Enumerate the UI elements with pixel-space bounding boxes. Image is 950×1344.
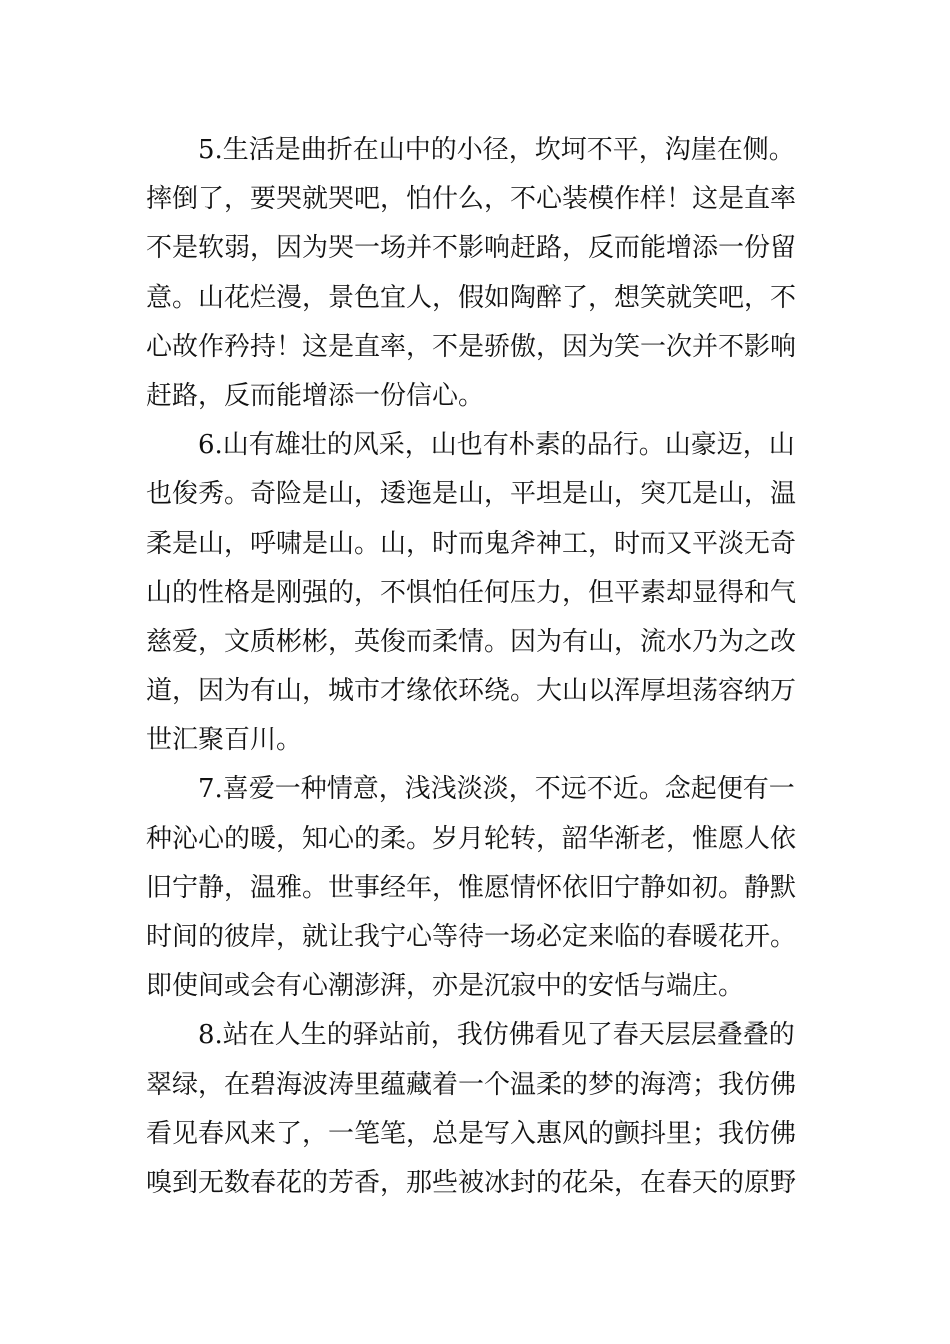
text-line: 赶路，反而能增添一份信心。 [146, 380, 485, 411]
text-line: 时间的彼岸，就让我宁心等待一场必定来临的春暖花开。 [146, 922, 797, 952]
text-line: 摔倒了，要哭就哭吧，怕什么，不心装模作样！这是直率 [146, 184, 797, 215]
text-line: 慈爱，文质彬彬，英俊而柔情。因为有山，流水乃为之改 [146, 626, 797, 657]
paragraph-5 [146, 126, 806, 421]
text-line: 道，因为有山，城市才缘依环绕。大山以浑厚坦荡容纳万 [146, 676, 797, 707]
paragraph-6 [146, 421, 806, 765]
text-line: 6.山有雄壮的风采，山也有朴素的品行。山豪迈，山 [198, 430, 795, 461]
text-line: 山的性格是刚强的，不惧怕任何压力，但平素却显得和气 [146, 577, 797, 608]
text-line: 柔是山，呼啸是山。山，时而鬼斧神工，时而又平淡无奇 [146, 528, 797, 559]
text-line: 不是软弱，因为哭一场并不影响赶路，反而能增添一份留 [146, 233, 797, 264]
text-line: 即使间或会有心潮澎湃，亦是沉寂中的安恬与端庄。 [146, 971, 745, 1002]
text-line: 种沁心的暖，知心的柔。岁月轮转，韶华渐老，惟愿人依 [146, 823, 797, 854]
text-line: 心故作矜持！这是直率，不是骄傲，因为笑一次并不影响 [146, 331, 797, 362]
text-line: 意。山花烂漫，景色宜人，假如陶醉了，想笑就笑吧，不 [146, 282, 797, 313]
text-line: 8.站在人生的驿站前，我仿佛看见了春天层层叠叠的 [198, 1020, 795, 1051]
text-line: 5.生活是曲折在山中的小径，坎坷不平，沟崖在侧。 [198, 135, 795, 165]
paragraph-8 [146, 1011, 806, 1208]
text-line: 翠绿，在碧海波涛里蕴藏着一个温柔的梦的海湾；我仿佛 [146, 1069, 797, 1100]
text-line: 旧宁静，温雅。世事经年，惟愿情怀依旧宁静如初。静默 [146, 872, 797, 903]
text-line: 看见春风来了，一笔笔，总是写入惠风的颤抖里；我仿佛 [146, 1118, 797, 1149]
text-line: 也俊秀。奇险是山，逶迤是山，平坦是山，突兀是山，温 [146, 479, 797, 510]
text-line: 7.喜爱一种情意，浅浅淡淡，不远不近。念起便有一 [198, 774, 795, 805]
paragraph-7 [146, 765, 806, 1011]
text-line: 嗅到无数春花的芳香，那些被冰封的花朵，在春天的原野 [146, 1167, 797, 1198]
document-body [146, 126, 806, 1208]
text-line: 世汇聚百川。 [146, 725, 303, 756]
